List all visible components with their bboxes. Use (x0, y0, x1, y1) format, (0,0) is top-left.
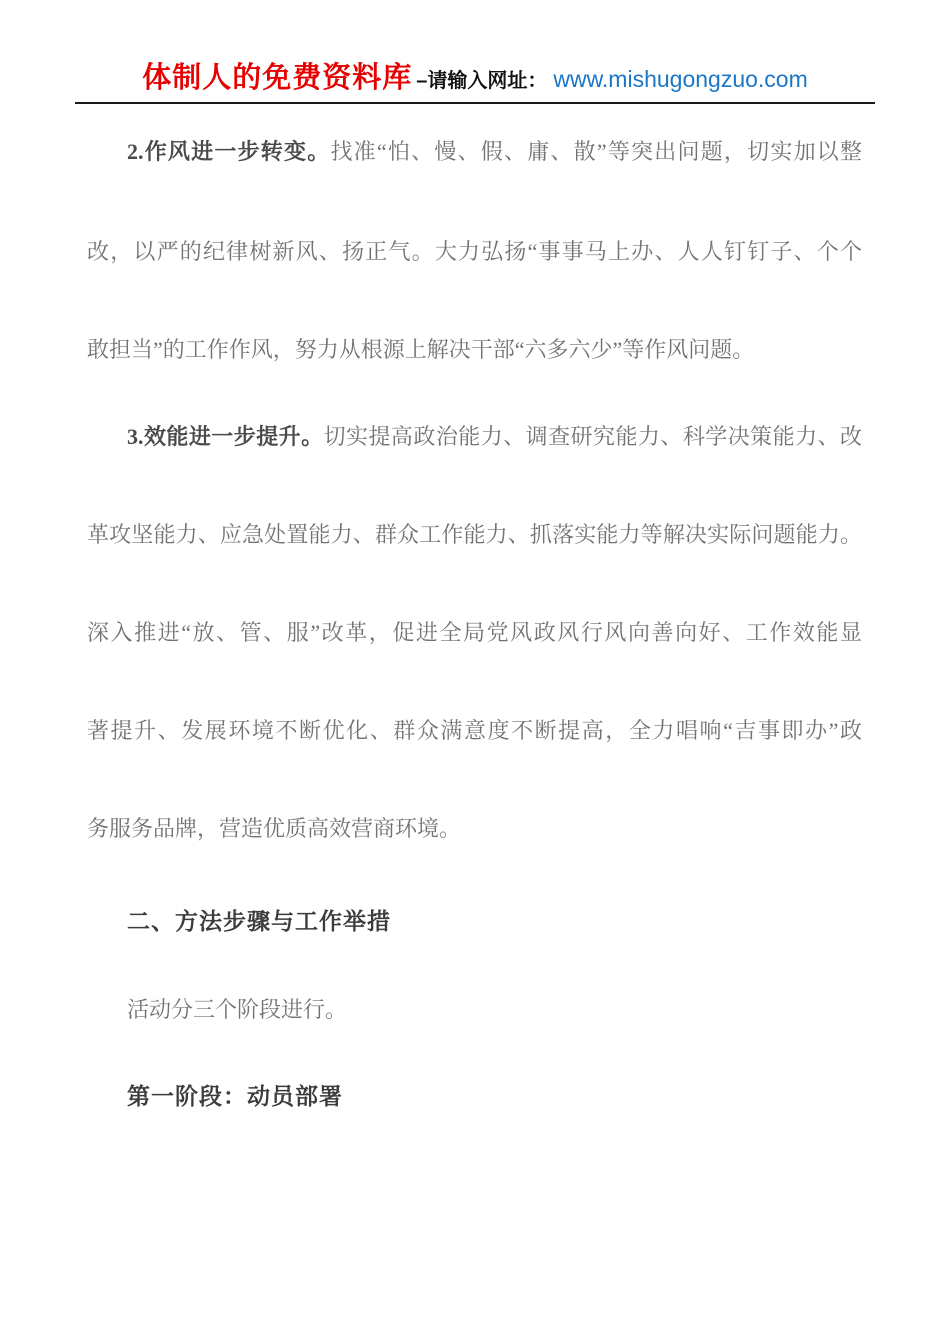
stage-heading (87, 1048, 862, 1146)
section-heading (87, 873, 862, 971)
paragraph-line (87, 961, 862, 1059)
paragraph-text: 切实提高政治能力、调查研究能力、科学决策能力、改 (323, 424, 862, 449)
paragraph-line (87, 103, 862, 201)
paragraph-lead: 2.作风进一步转变。 (127, 139, 331, 164)
paragraph-text: 深入推进“放、管、服”改革，促进全局党风政风行风向善向好、工作效能显 (87, 620, 862, 645)
paragraph-line (87, 203, 862, 301)
paragraph-line (87, 388, 862, 486)
header (0, 58, 950, 103)
paragraph-text: 务服务品牌，营造优质高效营商环境。 (87, 816, 462, 841)
paragraph-line (87, 301, 862, 399)
paragraph-text: 活动分三个阶段进行。 (127, 997, 348, 1022)
site-name: 体制人的免费资料库 (142, 62, 413, 94)
url-prompt-label: –请输入网址： (416, 70, 548, 92)
paragraph-text: 找准“怕、慢、假、庸、散”等突出问题，切实加以整 (330, 139, 862, 164)
paragraph-text: 敢担当”的工作作风，努力从根源上解决干部“六多六少”等作风问题。 (87, 337, 755, 362)
website-url[interactable]: www.mishugongzuo.com (553, 66, 808, 92)
section-heading-text: 二、方法步骤与工作举措 (127, 909, 391, 934)
paragraph-line (87, 584, 862, 682)
stage-heading-text: 第一阶段：动员部署 (127, 1084, 343, 1109)
paragraph-text: 革攻坚能力、应急处置能力、群众工作能力、抓落实能力等解决实际问题能力。 (87, 522, 862, 547)
paragraph-text: 改，以严的纪律树新风、扬正气。大力弘扬“事事马上办、人人钉钉子、个个 (87, 239, 862, 264)
paragraph-line (87, 682, 862, 780)
paragraph-line (87, 486, 862, 584)
paragraph-line (87, 780, 862, 878)
paragraph-text: 著提升、发展环境不断优化、群众满意度不断提高，全力唱响“吉事即办”政 (87, 718, 862, 743)
paragraph-lead: 3.效能进一步提升。 (127, 424, 324, 449)
